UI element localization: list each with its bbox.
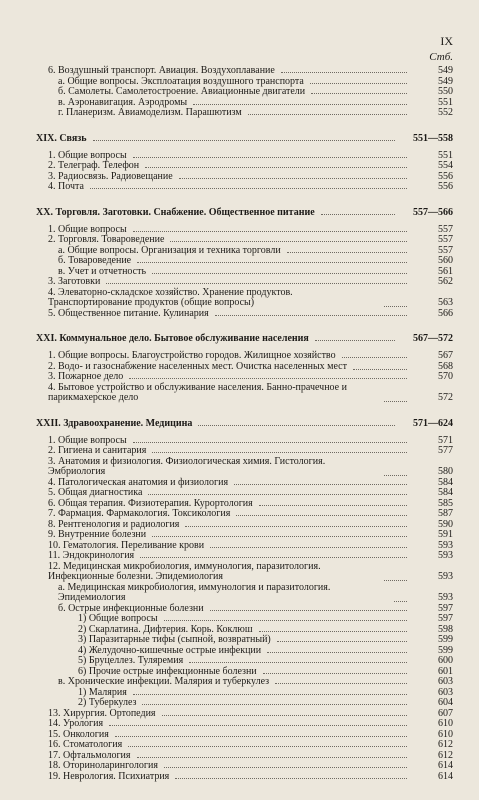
toc-entry (36, 772, 453, 783)
entry-page: 610 (438, 728, 453, 740)
leader-dots (133, 157, 407, 158)
entry-title: 2) Скарлатина. Дифтерия. Корь. Коклюш (78, 623, 253, 635)
leader-dots (215, 315, 407, 316)
entry-title: 7. Фармация. Фармакология. Токсикология (48, 508, 231, 519)
toc-entry (36, 256, 453, 267)
section-gap (36, 193, 453, 207)
toc-entry (36, 562, 453, 583)
leader-dots (342, 357, 407, 358)
leader-dots (275, 683, 407, 684)
leader-dots (152, 273, 407, 274)
entry-title: а. Общие вопросы. Организация и техника торговли (58, 244, 281, 256)
entry-title: 6) Прочие острые инфекционные болезни (78, 665, 257, 677)
leader-dots (210, 610, 407, 611)
leader-dots (311, 93, 407, 94)
toc-entry (36, 309, 453, 320)
leader-dots (152, 536, 407, 537)
section-heading (36, 418, 453, 430)
leader-dots (106, 283, 407, 284)
leader-dots (115, 736, 407, 737)
leader-dots (277, 641, 407, 642)
entry-page: 572 (438, 392, 453, 403)
entry-title: 18. Оториноларингология (48, 760, 158, 771)
entry-title: 15. Онкология (48, 728, 109, 740)
leader-dots (148, 494, 407, 495)
leader-dots (259, 505, 407, 506)
section-heading (36, 207, 453, 219)
entry-title: 3) Паразитарные тифы (сыпной, возвратный) (78, 634, 271, 645)
entry-page: 557 (438, 223, 453, 235)
section-page-range: 551—558 (413, 132, 453, 144)
section-title: XX. Торговля. Заготовки. Снабжение. Общественное питание (36, 206, 315, 218)
entry-page: 584 (438, 476, 453, 488)
entry-page: 549 (438, 75, 453, 87)
entry-page: 593 (438, 571, 453, 582)
entry-page: 600 (438, 655, 453, 666)
leader-dots (281, 72, 407, 73)
leader-dots (152, 452, 407, 453)
entry-title: 2. Торговля. Товароведение (48, 234, 165, 245)
entry-page: 571 (438, 434, 453, 446)
entry-page: 556 (438, 181, 453, 192)
entry-title: 17. Офтальмология (48, 749, 131, 761)
toc-entry (36, 383, 453, 404)
entry-title: г. Планеризм. Авиамоделизм. Парашютизм (58, 107, 242, 118)
entry-title: 2) Туберкулез (78, 697, 137, 708)
toc-entry (36, 87, 453, 98)
entry-page: 560 (438, 255, 453, 266)
entry-page: 566 (438, 307, 453, 319)
leader-dots (394, 601, 407, 602)
entry-title: 3. Заготовки (48, 276, 101, 287)
leader-dots (109, 725, 407, 726)
entry-title: 1. Общие вопросы (48, 434, 127, 446)
leader-dots (133, 231, 407, 232)
toc-entry (36, 235, 453, 246)
entry-page: 567 (438, 350, 453, 361)
leader-dots (175, 778, 407, 779)
toc-entry (36, 509, 453, 520)
entry-page: 557 (438, 234, 453, 245)
leader-dots (128, 746, 407, 747)
toc-entry (36, 635, 453, 646)
section-page-range: 557—566 (413, 206, 453, 218)
entry-title: 9. Внутренние болезни (48, 529, 147, 540)
leader-dots (198, 425, 395, 426)
entry-title: в. Аэронавигация. Аэродромы (58, 96, 188, 108)
leader-dots (259, 631, 407, 632)
toc-entry (36, 288, 453, 309)
entry-title: 1. Общие вопросы (48, 223, 127, 235)
leader-dots (170, 241, 407, 242)
leader-dots (236, 515, 407, 516)
section-gap (36, 404, 453, 418)
entry-page: 612 (438, 749, 453, 761)
leader-dots (353, 369, 407, 370)
entry-page: 550 (438, 86, 453, 97)
leader-dots (315, 340, 395, 341)
leader-dots (145, 167, 407, 168)
entry-page: 587 (438, 508, 453, 519)
leader-dots (384, 306, 407, 307)
entry-page: 568 (438, 360, 453, 372)
entry-title: 12. Медицинская микробиология, иммунология, паразитология. Инфекционные болезни. Эпидемиология (48, 560, 321, 582)
leader-dots (90, 188, 407, 189)
leader-dots (193, 104, 407, 105)
leader-dots (164, 767, 407, 768)
leader-dots (189, 662, 407, 663)
entry-title: 5. Общественное питание. Кулинария (48, 307, 209, 319)
entry-page: 580 (438, 466, 453, 477)
leader-dots (263, 673, 407, 674)
entry-title: 2. Гигиена и санитария (48, 445, 147, 456)
entry-title: 10. Гематология. Переливание крови (48, 539, 205, 551)
leader-dots (162, 715, 407, 716)
leader-dots (310, 83, 407, 84)
entry-title: 1) Общие вопросы (78, 613, 158, 624)
entry-page: 604 (438, 697, 453, 708)
entry-page: 598 (438, 623, 453, 635)
section-title: XXI. Коммунальное дело. Бытовое обслуживание населения (36, 333, 309, 344)
entry-page: 593 (438, 539, 453, 551)
entry-page: 599 (438, 634, 453, 645)
entry-title: 19. Неврология. Психиатрия (48, 770, 170, 782)
entry-title: 4. Элеваторно-складское хозяйство. Хранение продуктов. Транспортирование продуктов (общие вопросы) (48, 286, 293, 308)
toc-entry (36, 172, 453, 183)
entry-title: б. Острые инфекционные болезни (58, 602, 204, 614)
entry-page: 549 (438, 65, 453, 76)
entry-title: 4. Почта (48, 181, 84, 192)
entry-page: 552 (438, 107, 453, 118)
section-page-range: 567—572 (413, 333, 453, 344)
entry-title: 8. Рентгенология и радиология (48, 518, 180, 530)
leader-dots (129, 378, 407, 379)
entry-title: б. Самолеты. Самолетостроение. Авиационные двигатели (58, 86, 306, 97)
toc-entry (36, 161, 453, 172)
toc-entry (36, 698, 453, 709)
entry-page: 551 (438, 96, 453, 108)
leader-dots (137, 757, 407, 758)
entry-page: 577 (438, 445, 453, 456)
leader-dots (287, 252, 407, 253)
entry-title: 6. Воздушный транспорт. Авиация. Воздухоплавание (48, 65, 275, 76)
entry-title: 1. Общие вопросы (48, 149, 127, 161)
entry-title: в. Учет и отчетность (58, 265, 147, 277)
toc-entry (36, 551, 453, 562)
toc-entry (36, 351, 453, 362)
entry-title: 1. Общие вопросы. Благоустройство городов. Жилищное хозяйство (48, 350, 336, 361)
entry-title: 11. Эндокринология (48, 550, 135, 561)
toc-entry (36, 277, 453, 288)
leader-dots (137, 262, 407, 263)
section-heading (36, 333, 453, 345)
entry-page: 610 (438, 718, 453, 729)
entry-page: 597 (438, 602, 453, 614)
leader-dots (384, 401, 407, 402)
toc-entry (36, 761, 453, 772)
leader-dots (185, 526, 407, 527)
entry-title: а. Общие вопросы. Эксплоатация воздушного транспорта (58, 75, 304, 87)
toc-entry (36, 530, 453, 541)
entry-page: 614 (438, 760, 453, 771)
entry-title: б. Товароведение (58, 255, 132, 266)
table-of-contents (36, 66, 453, 782)
leader-dots (93, 140, 395, 141)
toc-entry (36, 66, 453, 77)
entry-page: 551 (438, 149, 453, 161)
entry-title: 3. Радиосвязь. Радиовещание (48, 170, 173, 182)
entry-title: 2. Водо- и газоснабжение населенных мест. Очистка населенных мест (48, 360, 347, 372)
leader-dots (133, 694, 407, 695)
section-heading (36, 133, 453, 145)
leader-dots (179, 178, 407, 179)
entry-page: 593 (438, 592, 453, 603)
entry-title: 14. Урология (48, 718, 104, 729)
entry-title: 5) Бруцеллез. Туляремия (78, 655, 184, 666)
leader-dots (321, 214, 395, 215)
entry-title: 3. Пожарное дело (48, 371, 124, 382)
entry-page: 585 (438, 497, 453, 509)
entry-page: 563 (438, 297, 453, 308)
leader-dots (267, 652, 407, 653)
entry-page: 584 (438, 487, 453, 498)
entry-page: 557 (438, 244, 453, 256)
entry-page: 590 (438, 518, 453, 530)
leader-dots (164, 620, 407, 621)
page-header (429, 34, 453, 64)
toc-entry (36, 182, 453, 193)
toc-entry (36, 614, 453, 625)
entry-page: 603 (438, 676, 453, 687)
section-page-range: 571—624 (413, 417, 453, 429)
entry-page: 603 (438, 686, 453, 698)
entry-page: 612 (438, 739, 453, 750)
entry-title: 2. Телеграф. Телефон (48, 160, 140, 171)
entry-page: 570 (438, 371, 453, 382)
toc-entry (36, 108, 453, 119)
column-label: Стб. (429, 51, 453, 63)
entry-title: 16. Стоматология (48, 739, 123, 750)
entry-page: 556 (438, 170, 453, 182)
leader-dots (234, 484, 407, 485)
leader-dots (248, 114, 407, 115)
section-gap (36, 319, 453, 333)
entry-title: 6. Общая терапия. Физиотерапия. Курортология (48, 497, 253, 509)
section-title: XIX. Связь (36, 132, 87, 144)
leader-dots (140, 557, 407, 558)
toc-entry (36, 677, 453, 688)
toc-entry (36, 488, 453, 499)
entry-page: 597 (438, 613, 453, 624)
entry-title: 4. Бытовое устройство и обслуживание населения. Банно-прачечное и парикмахерское дело (48, 381, 347, 403)
toc-entry (36, 583, 453, 604)
entry-title: 4) Желудочно-кишечные острые инфекции (78, 644, 262, 656)
entry-title: а. Медицинская микробиология, иммунология и паразитология. Эпидемиология (58, 581, 331, 603)
toc-entry (36, 740, 453, 751)
toc-entry (36, 372, 453, 383)
leader-dots (384, 580, 407, 581)
toc-entry (36, 457, 453, 478)
entry-title: 13. Хирургия. Ортопедия (48, 707, 156, 719)
entry-page: 593 (438, 550, 453, 561)
section-title: XXII. Здравоохранение. Медицина (36, 417, 193, 429)
entry-title: 1) Малярия (78, 686, 127, 698)
toc-entry (36, 446, 453, 457)
entry-page: 562 (438, 276, 453, 287)
toc-entry (36, 719, 453, 730)
page-number: IX (440, 34, 453, 48)
toc-entry (36, 656, 453, 667)
entry-page: 561 (438, 265, 453, 277)
entry-title: 3. Анатомия и физиология. Физиологическая химия. Гистология. Эмбриология (48, 455, 326, 477)
entry-title: 5. Общая диагностика (48, 487, 143, 498)
leader-dots (384, 475, 407, 476)
entry-title: 4. Патологическая анатомия и физиология (48, 476, 229, 488)
leader-dots (210, 547, 407, 548)
leader-dots (133, 442, 407, 443)
entry-page: 607 (438, 707, 453, 719)
entry-page: 601 (438, 665, 453, 677)
entry-page: 591 (438, 529, 453, 540)
leader-dots (142, 704, 407, 705)
entry-page: 599 (438, 644, 453, 656)
section-gap (36, 119, 453, 133)
entry-page: 614 (438, 770, 453, 782)
entry-page: 554 (438, 160, 453, 171)
entry-title: в. Хронические инфекции. Малярия и туберкулез (58, 676, 270, 687)
